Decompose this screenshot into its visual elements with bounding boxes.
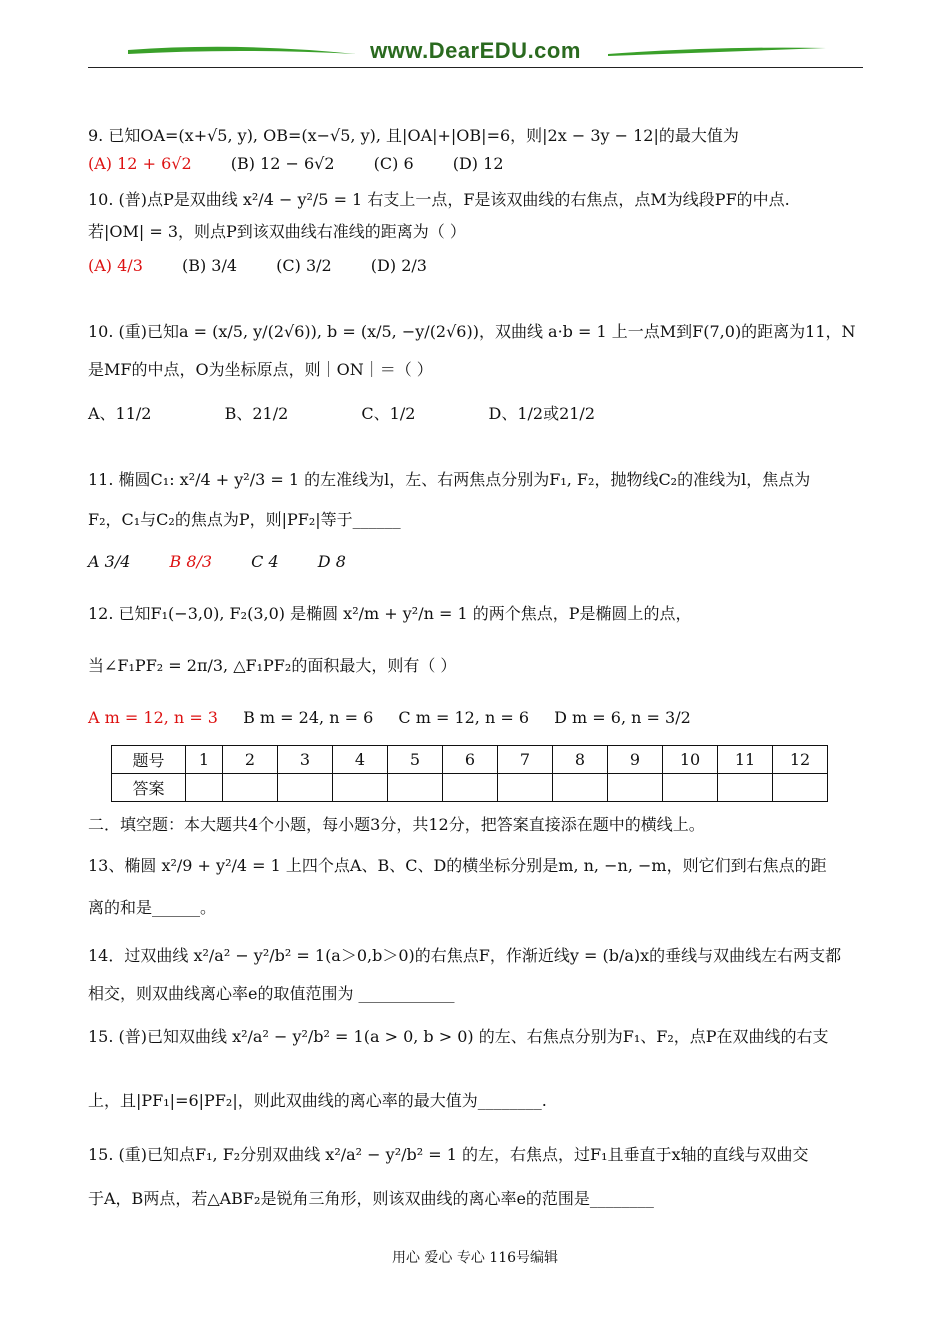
table-header-cell: 答案 (112, 774, 186, 802)
question-text: 14．过双曲线 x²/a² − y²/b² = 1(a＞0,b＞0)的右焦点F，作渐近线y = (b/a)x的垂线与双曲线左右两支都 (88, 946, 842, 965)
table-cell: 8 (553, 746, 608, 774)
option-c: C 4 (251, 552, 279, 571)
right-swoosh-icon (608, 42, 828, 62)
question-text: 10. (重)已知a = (x/5, y/(2√6)), b = (x/5, −y/(2√6))，双曲线 a·b = 1 上一点M到F(7,0)的距离为11，N (88, 322, 856, 341)
question-text: 9. 已知OA=(x+√5, y), OB=(x−√5, y), 且|OA|+|OB|=6，则|2x − 3y − 12|的最大值为 (88, 126, 739, 145)
question-15-general (88, 1027, 868, 1111)
answer-cell[interactable] (498, 774, 553, 802)
answer-cell[interactable] (553, 774, 608, 802)
question-text: 15. (重)已知点F₁, F₂分别双曲线 x²/a² − y²/b² = 1 的左，右焦点，过F₁且垂直于x轴的直线与双曲交 (88, 1145, 809, 1164)
answer-cell[interactable] (333, 774, 388, 802)
question-text: 当∠F₁PF₂ = 2π/3, △F₁PF₂的面积最大，则有（ ） (88, 656, 457, 675)
option-d: D 8 (317, 552, 346, 571)
table-cell: 9 (608, 746, 663, 774)
answer-cell[interactable] (186, 774, 223, 802)
question-text: 11. 椭圆C₁: x²/4 + y²/3 = 1 的左准线为l，左、右两焦点分别为F₁, F₂，抛物线C₂的准线为l，焦点为 (88, 470, 811, 489)
question-text: F₂，C₁与C₂的焦点为P，则|PF₂|等于______ (88, 510, 401, 529)
option-a: (A) 4/3 (88, 256, 143, 275)
question-9 (88, 126, 868, 174)
option-a: A、11/2 (88, 404, 152, 423)
answer-cell[interactable] (278, 774, 333, 802)
option-b: B 8/3 (169, 552, 213, 571)
option-b: (B) 3/4 (181, 256, 238, 275)
page-footer: 用心 爱心 专心 116号编辑 (391, 1250, 559, 1266)
question-text: 上，且|PF₁|=6|PF₂|，则此双曲线的离心率的最大值为________. (88, 1091, 547, 1110)
option-d: D、1/2或21/2 (488, 404, 595, 423)
question-13 (88, 856, 868, 918)
option-a: A m = 12, n = 3 (88, 708, 218, 727)
option-c: C m = 12, n = 6 (398, 708, 530, 727)
question-11 (88, 470, 868, 572)
question-14 (88, 946, 868, 1004)
option-c: C、1/2 (361, 404, 416, 423)
question-text: 13、椭圆 x²/9 + y²/4 = 1 上四个点A、B、C、D的横坐标分别是m, n, −n, −m，则它们到右焦点的距 (88, 856, 827, 875)
table-cell: 5 (388, 746, 443, 774)
question-text: 是MF的中点，O为坐标原点，则｜ON｜＝（ ） (88, 360, 433, 379)
question-text: 12. 已知F₁(−3,0), F₂(3,0) 是椭圆 x²/m + y²/n = 1 的两个焦点，P是椭圆上的点， (88, 604, 692, 623)
question-text: 离的和是______。 (88, 898, 217, 917)
question-text: 相交，则双曲线离心率e的取值范围为 ____________ (88, 984, 455, 1003)
answer-cell[interactable] (223, 774, 278, 802)
table-cell: 12 (773, 746, 828, 774)
table-cell: 1 (186, 746, 223, 774)
table-header-cell: 题号 (112, 746, 186, 774)
table-cell: 6 (443, 746, 498, 774)
question-text: 10. (普)点P是双曲线 x²/4 − y²/5 = 1 右支上一点，F是该双曲线的右焦点，点M为线段PF的中点. (88, 190, 790, 209)
question-15-key (88, 1145, 868, 1209)
table-cell: 3 (278, 746, 333, 774)
option-b: B m = 24, n = 6 (243, 708, 374, 727)
table-cell: 7 (498, 746, 553, 774)
page-header (88, 28, 863, 72)
question-text: 15. (普)已知双曲线 x²/a² − y²/b² = 1(a > 0, b > 0) 的左、右焦点分别为F₁、F₂，点P在双曲线的右支 (88, 1027, 829, 1046)
section-heading: 二．填空题：本大题共4个小题，每小题3分，共12分，把答案直接添在题中的横线上。 (88, 815, 705, 834)
answer-cell[interactable] (773, 774, 828, 802)
answer-cell[interactable] (443, 774, 498, 802)
option-a: A 3/4 (88, 552, 131, 571)
question-text: 若|OM| = 3，则点P到该双曲线右准线的距离为（ ） (88, 222, 466, 241)
table-cell: 2 (223, 746, 278, 774)
answer-cell[interactable] (718, 774, 773, 802)
table-row (112, 774, 828, 802)
question-12 (88, 604, 868, 728)
option-c: (C) 3/2 (276, 256, 332, 275)
option-a: (A) 12 + 6√2 (88, 154, 192, 173)
table-cell: 4 (333, 746, 388, 774)
option-b: B、21/2 (224, 404, 289, 423)
option-d: (D) 12 (452, 154, 504, 173)
table-row (112, 746, 828, 774)
question-text: 于A，B两点，若△ABF₂是锐角三角形，则该双曲线的离心率e的范围是________ (88, 1189, 654, 1208)
table-cell: 10 (663, 746, 718, 774)
answer-cell[interactable] (663, 774, 718, 802)
option-d: D m = 6, n = 3/2 (554, 708, 691, 727)
site-logo: www.DearEDU.com (370, 38, 581, 63)
question-10-key (88, 322, 868, 424)
table-cell: 11 (718, 746, 773, 774)
answer-table (111, 745, 828, 802)
header-rule (88, 67, 863, 68)
option-c: (C) 6 (373, 154, 414, 173)
option-d: (D) 2/3 (370, 256, 427, 275)
answer-cell[interactable] (388, 774, 443, 802)
question-10-general (88, 190, 868, 276)
option-b: (B) 12 − 6√2 (230, 154, 335, 173)
answer-cell[interactable] (608, 774, 663, 802)
